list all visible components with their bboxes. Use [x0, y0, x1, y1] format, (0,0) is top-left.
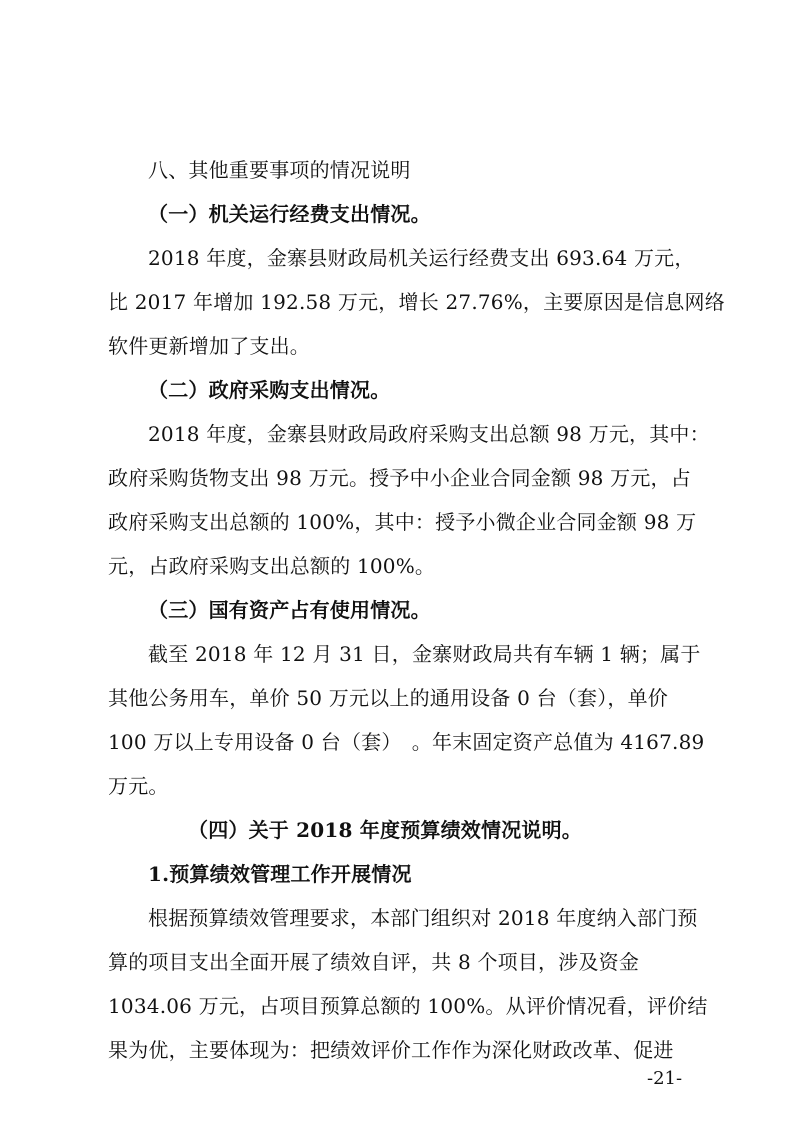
paragraph-line: 100 万以上专用设备 0 台（套） 。年末固定资产总值为 4167.89 — [108, 730, 705, 754]
subsection-heading-2: （二）政府采购支出情况。 — [148, 378, 391, 402]
paragraph-line: 果为优，主要体现为：把绩效评价工作作为深化财政改革、促进 — [108, 1038, 674, 1062]
paragraph-line: 软件更新增加了支出。 — [108, 334, 310, 358]
item-heading: 1.预算绩效管理工作开展情况 — [148, 862, 412, 886]
section-title: 八、其他重要事项的情况说明 — [148, 158, 411, 182]
page-number: -21- — [647, 1068, 683, 1089]
paragraph-line: 2018 年度，金寨县财政局政府采购支出总额 98 万元，其中： — [148, 422, 710, 446]
paragraph-line: 算的项目支出全面开展了绩效自评，共 8 个项目，涉及资金 — [108, 950, 640, 974]
subsection-heading-4: （四）关于 2018 年度预算绩效情况说明。 — [188, 818, 582, 842]
paragraph-line: 比 2017 年增加 192.58 万元，增长 27.76%，主要原因是信息网络 — [108, 290, 725, 314]
paragraph-line: 根据预算绩效管理要求，本部门组织对 2018 年度纳入部门预 — [148, 906, 698, 930]
paragraph-line: 元，占政府采购支出总额的 100%。 — [108, 554, 436, 578]
paragraph-line: 万元。 — [108, 774, 169, 798]
paragraph-line: 其他公务用车，单价 50 万元以上的通用设备 0 台（套），单价 — [108, 686, 669, 710]
paragraph-line: 政府采购支出总额的 100%，其中：授予小微企业合同金额 98 万 — [108, 510, 697, 534]
paragraph-line: 2018 年度，金寨县财政局机关运行经费支出 693.64 万元， — [148, 246, 695, 270]
paragraph-line: 截至 2018 年 12 月 31 日，金寨财政局共有车辆 1 辆；属于 — [148, 642, 701, 666]
subsection-heading-1: （一）机关运行经费支出情况。 — [148, 202, 431, 226]
paragraph-line: 1034.06 万元，占项目预算总额的 100%。从评价情况看，评价结 — [108, 994, 708, 1018]
paragraph-line: 政府采购货物支出 98 万元。授予中小企业合同金额 98 万元，占 — [108, 466, 691, 490]
subsection-heading-3: （三）国有资产占有使用情况。 — [148, 598, 431, 622]
